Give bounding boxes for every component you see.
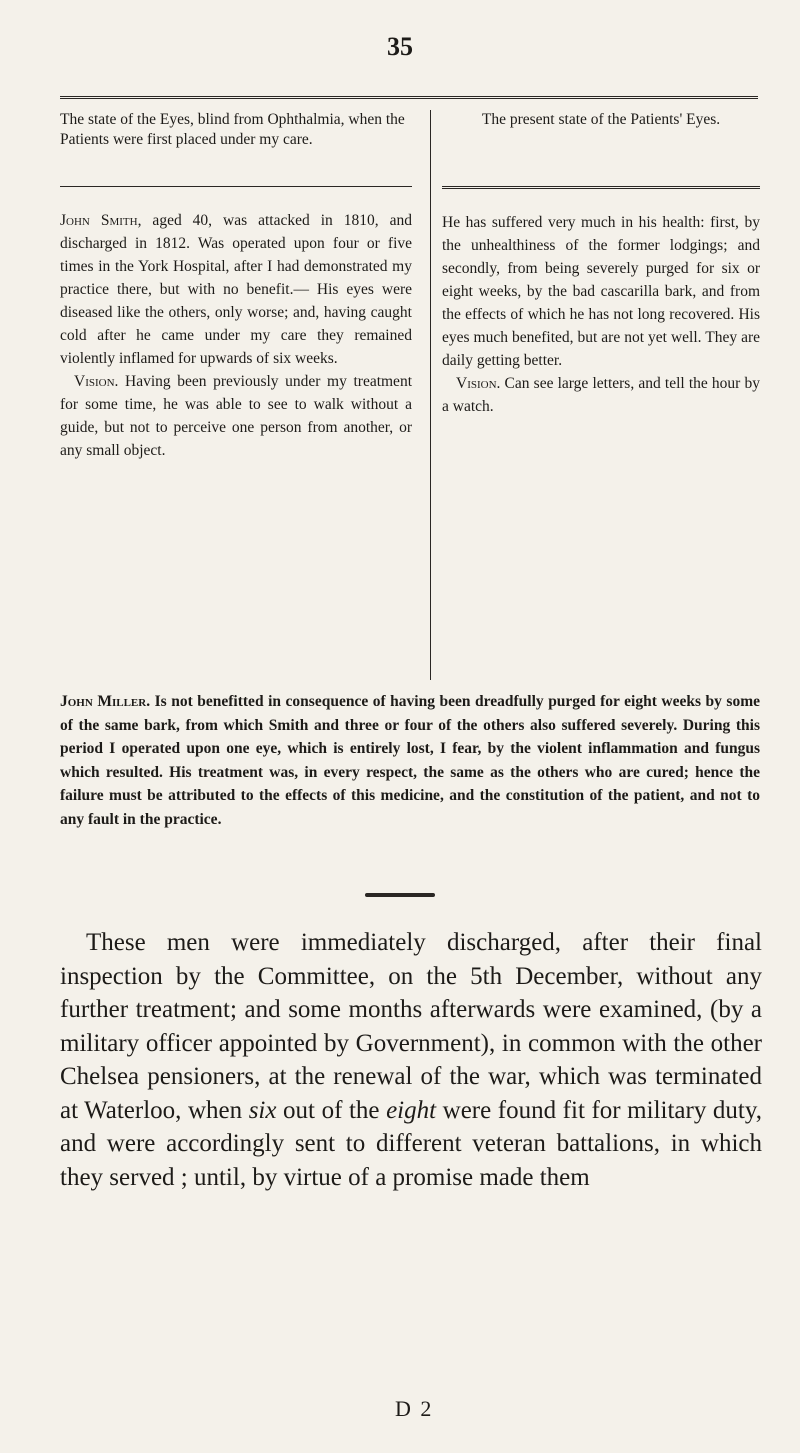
left-column — [60, 110, 412, 462]
right-heading-rule — [442, 186, 760, 189]
left-heading-rule — [60, 186, 412, 187]
john-smith-vision — [60, 370, 412, 462]
closing-text-1: These men were immediately discharged, after their final inspection by the Committee, on the 5th December, without any further treatment; and some months afterwards were examined, (by a military officer appointed by Government), in common with the other Chelsea pensioners, at the renewal of the war, which was terminated at Waterloo, when — [60, 929, 762, 1124]
right-column-heading: The present state of the Patients' Eyes. — [481, 111, 721, 128]
left-column-heading: The state of the Eyes, blind from Ophthalmia, when the Patients were first placed under my care. — [60, 111, 405, 148]
column-divider — [430, 110, 431, 680]
eight-emphasis: eight — [386, 1096, 437, 1124]
vision-text: Having been previously under my treatment for some time, he was able to see to walk without a guide, but not to perceive one person from another, or any small object. — [60, 373, 412, 459]
patient-name: John Smith, — [60, 212, 142, 229]
present-vision — [442, 372, 760, 418]
page-number: 35 — [387, 32, 413, 61]
miller-text: Is not benefitted in consequence of having been dreadfully purged for eight weeks by some of the same bark, from which Smith and three or four of the others also suffered severely. During this period I operated upon one eye, which is entirely lost, I fear, by the violent inflammation and fungus which resulted. His treatment was, in every respect, the same as the others who are cured; hence the failure must be attributed to the effects of this medicine, and the constitution of the patient, and not to any fault in the practice. — [60, 693, 760, 828]
vision-label: Vision. — [74, 373, 119, 390]
two-column-table — [60, 110, 760, 680]
present-state-entry: He has suffered very much in his health: first, by the unhealthiness of the former lodgings; and secondly, from being severely purged for six or eight weeks, by the bad cascarilla bark, and from the effects of which he has not long recovered. His eyes much benefited, but are not yet well. They are daily getting better. — [442, 214, 760, 369]
right-column — [442, 110, 760, 418]
closing-paragraph — [60, 926, 762, 1194]
john-miller-paragraph — [60, 690, 760, 831]
closing-text-3: were found fit for military duty, and were accordingly sent to different veteran battalions, in which they served ; until, by virtue of a promise made them — [60, 1096, 762, 1191]
six-emphasis: six — [248, 1096, 277, 1124]
entry-text: aged 40, was attacked in 1810, and discharged in 1812. Was operated upon four or five times in the York Hospital, after I had demonstrated my practice there, but with no benefit.— His eyes were diseased like the others, only worse; and, having caught cold after he came under my care they remained violently inflamed for upwards of six weeks. — [60, 212, 412, 367]
vision-text: Can see large letters, and tell the hour by a watch. — [442, 375, 760, 415]
top-rule — [60, 96, 758, 99]
signature-mark: D 2 — [395, 1396, 434, 1421]
section-ornament — [365, 893, 435, 897]
patient-name: John Miller. — [60, 693, 151, 710]
closing-text-2: out of the — [276, 1096, 387, 1124]
john-smith-entry — [60, 209, 412, 370]
vision-label: Vision. — [456, 375, 501, 392]
